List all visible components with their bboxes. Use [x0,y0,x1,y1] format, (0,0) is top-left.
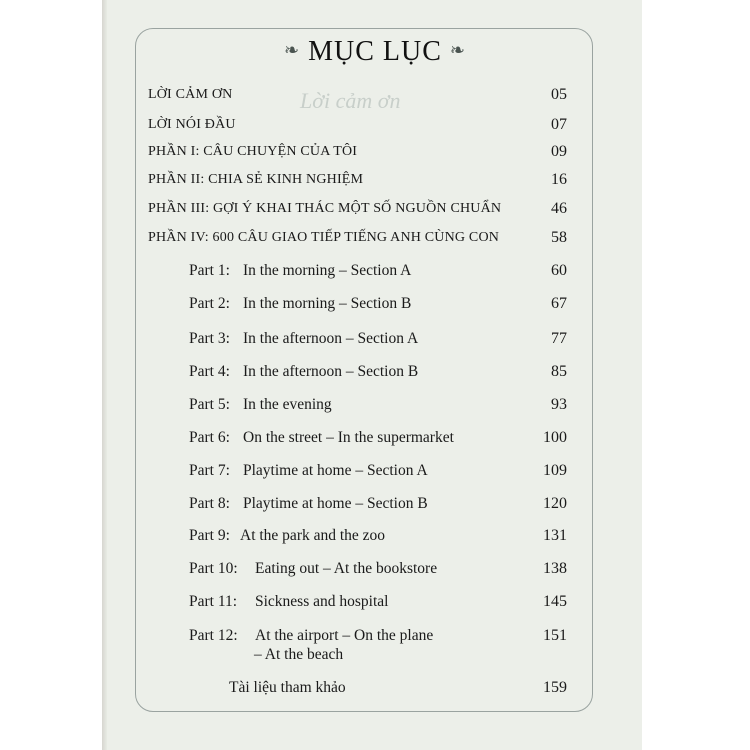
part-number: Part 4: [189,363,230,380]
part-number: Part 3: [189,330,230,347]
part-title: On the street – In the supermarket [243,429,454,446]
references-label: Tài liệu tham khảo [229,679,346,696]
entry-page: 58 [551,229,567,246]
toc-entry [0,168,750,192]
part-page: 100 [543,429,567,446]
part-page: 109 [543,462,567,479]
part-title: Playtime at home – Section B [243,495,428,512]
entry-label: PHẦN IV: 600 CÂU GIAO TIẾP TIẾNG ANH CÙNG CON [148,230,500,245]
toc-part-entry [0,426,750,450]
entry-label: PHẦN III: GỢI Ý KHAI THÁC MỘT SỐ NGUỒN CHUẨN [148,201,502,216]
toc-title [0,36,750,68]
part-number: Part 6: [189,429,230,446]
entry-label: PHẦN II: CHIA SẺ KINH NGHIỆM [148,172,364,187]
toc-entry [0,113,750,137]
entry-page: 05 [551,86,567,103]
toc-part-entry [0,459,750,483]
toc-part-entry [0,292,750,316]
toc-entry [0,226,750,250]
part-number: Part 11: [189,593,238,610]
part-page: 93 [551,396,567,413]
part-number: Part 12: [189,627,238,644]
part-page: 60 [551,262,567,279]
part-page: 145 [543,593,567,610]
entry-page: 46 [551,200,567,217]
part-title: In the evening [243,396,332,413]
toc-part-entry [0,524,750,548]
part-page: 120 [543,495,567,512]
bleed-through-text: Lời cảm ơn [300,88,401,113]
ornament-right-icon: ❧ [449,40,466,60]
toc-part-entry [0,360,750,384]
part-title: In the morning – Section B [243,295,412,312]
part-title: In the afternoon – Section A [243,330,419,347]
entry-label: LỜI CẢM ƠN [148,87,233,102]
toc-references-entry [0,676,750,700]
part-number: Part 10: [189,560,238,577]
entry-page: 16 [551,171,567,188]
entry-label: LỜI NÓI ĐẦU [148,117,236,132]
part-page: 131 [543,527,567,544]
part-number: Part 9: [189,527,230,544]
entry-page: 09 [551,143,567,160]
part-number: Part 1: [189,262,230,279]
part-title: Sickness and hospital [255,593,389,610]
part-page: 77 [551,330,567,347]
entry-label: PHẦN I: CÂU CHUYỆN CỦA TÔI [148,144,358,159]
part-title: Playtime at home – Section A [243,462,428,479]
part-page: 67 [551,295,567,312]
part-number: Part 5: [189,396,230,413]
toc-part-entry [0,393,750,417]
part-title: Eating out – At the bookstore [255,560,438,577]
part-page: 85 [551,363,567,380]
part-title-continued: – At the beach [254,646,344,663]
part-page: 151 [543,627,567,644]
toc-entry [0,197,750,221]
toc-part-entry [0,327,750,351]
toc-part-entry [0,259,750,283]
toc-entry [0,140,750,164]
entry-page: 07 [551,116,567,133]
toc-part-entry-continuation [0,643,750,667]
toc-title-text: MỤC LỤC [308,36,442,67]
part-number: Part 7: [189,462,230,479]
toc-part-entry [0,492,750,516]
references-page: 159 [543,679,567,696]
part-number: Part 8: [189,495,230,512]
part-number: Part 2: [189,295,230,312]
part-title: In the morning – Section A [243,262,412,279]
ornament-left-icon: ❧ [284,40,301,60]
part-title: In the afternoon – Section B [243,363,419,380]
part-page: 138 [543,560,567,577]
toc-part-entry [0,557,750,581]
toc-entry [0,83,750,107]
part-title: At the park and the zoo [240,527,386,544]
toc-part-entry [0,590,750,614]
part-title: At the airport – On the plane [255,627,434,644]
